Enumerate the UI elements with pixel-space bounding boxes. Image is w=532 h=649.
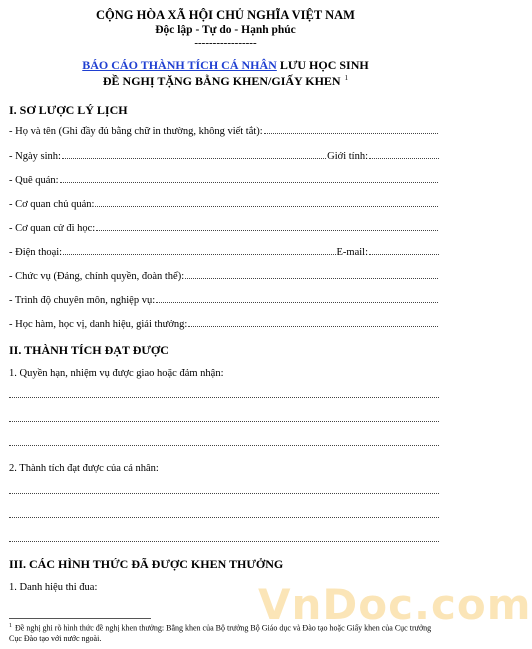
footnote (9, 621, 439, 645)
answer-line[interactable] (9, 493, 439, 494)
report-title (0, 58, 451, 73)
header-divider: ----------------- (194, 37, 257, 49)
field-qualification[interactable] (9, 295, 439, 306)
footnote-divider (9, 618, 151, 619)
national-motto: Độc lập - Tự do - Hạnh phúc (155, 24, 296, 36)
field-managing-agency[interactable] (9, 199, 439, 210)
field-phone-line[interactable] (63, 254, 335, 255)
section-3-heading: III. CÁC HÌNH THỨC ĐÃ ĐƯỢC KHEN THƯỞNG (9, 557, 284, 571)
field-dob[interactable] (9, 151, 439, 162)
report-subtitle (0, 74, 451, 89)
field-sending-agency-line[interactable] (96, 230, 438, 231)
section-2-item-2: 2. Thành tích đạt được của cá nhân: (9, 463, 159, 474)
footnote-marker: 1 (9, 623, 12, 629)
field-managing-agency-label: - Cơ quan chủ quản: (9, 199, 95, 210)
section-3-item-1: 1. Danh hiệu thi đua: (9, 582, 98, 593)
footnote-ref: 1 (344, 74, 349, 82)
field-hometown-label: - Quê quán: (9, 175, 59, 186)
field-titles-label: - Học hàm, học vị, danh hiệu, giải thưởng: (9, 319, 188, 330)
field-titles-line[interactable] (188, 326, 438, 327)
field-titles[interactable] (9, 319, 439, 330)
field-phone[interactable] (9, 247, 439, 258)
field-qualification-line[interactable] (156, 302, 438, 303)
field-name-line[interactable] (264, 133, 438, 134)
field-gender-label: Giới tính: (327, 151, 368, 162)
field-name[interactable] (9, 126, 439, 137)
field-position-line[interactable] (185, 278, 438, 279)
footnote-text: Đề nghị ghi rõ hình thức đề nghị khen thưởng: Bằng khen của Bộ trưởng Bộ Giáo dục và Đào tạo hoặc Giấy khen của Cục trưởng Cục Đào tạo với nước ngoài. (9, 623, 432, 644)
field-managing-agency-line[interactable] (95, 206, 438, 207)
field-position[interactable] (9, 271, 439, 282)
field-dob-line[interactable] (62, 158, 326, 159)
field-phone-label: - Điện thoại: (9, 247, 63, 258)
section-2-heading: II. THÀNH TÍCH ĐẠT ĐƯỢC (9, 343, 169, 357)
answer-line[interactable] (9, 541, 439, 542)
answer-line[interactable] (9, 517, 439, 518)
field-name-label: - Họ và tên (Ghi đầy đủ bằng chữ in thường, không viết tắt): (9, 126, 263, 137)
answer-line[interactable] (9, 421, 439, 422)
answer-line[interactable] (9, 445, 439, 446)
country-name: CỘNG HÒA XÃ HỘI CHỦ NGHĨA VIỆT NAM (96, 8, 355, 22)
report-subtitle-text: ĐỀ NGHỊ TẶNG BẰNG KHEN/GIẤY KHEN (102, 74, 341, 88)
field-gender-line[interactable] (369, 158, 439, 159)
field-hometown-line[interactable] (60, 182, 438, 183)
section-1-heading: I. SƠ LƯỢC LÝ LỊCH (9, 103, 128, 117)
field-sending-agency-label: - Cơ quan cử đi học: (9, 223, 96, 234)
field-dob-label: - Ngày sinh: (9, 151, 61, 162)
report-title-rest: LƯU HỌC SINH (276, 58, 369, 72)
field-email-label: E-mail: (336, 247, 368, 258)
field-position-label: - Chức vụ (Đảng, chính quyền, đoàn thể): (9, 271, 185, 282)
field-qualification-label: - Trình độ chuyên môn, nghiệp vụ: (9, 295, 156, 306)
watermark-logo: VnDoc.com (258, 580, 532, 629)
field-hometown[interactable] (9, 175, 439, 186)
field-sending-agency[interactable] (9, 223, 439, 234)
section-2-item-1: 1. Quyền hạn, nhiệm vụ được giao hoặc đảm nhận: (9, 368, 224, 379)
answer-line[interactable] (9, 397, 439, 398)
report-title-link[interactable]: BÁO CÁO THÀNH TÍCH CÁ NHÂN (82, 58, 277, 72)
field-email-line[interactable] (369, 254, 439, 255)
